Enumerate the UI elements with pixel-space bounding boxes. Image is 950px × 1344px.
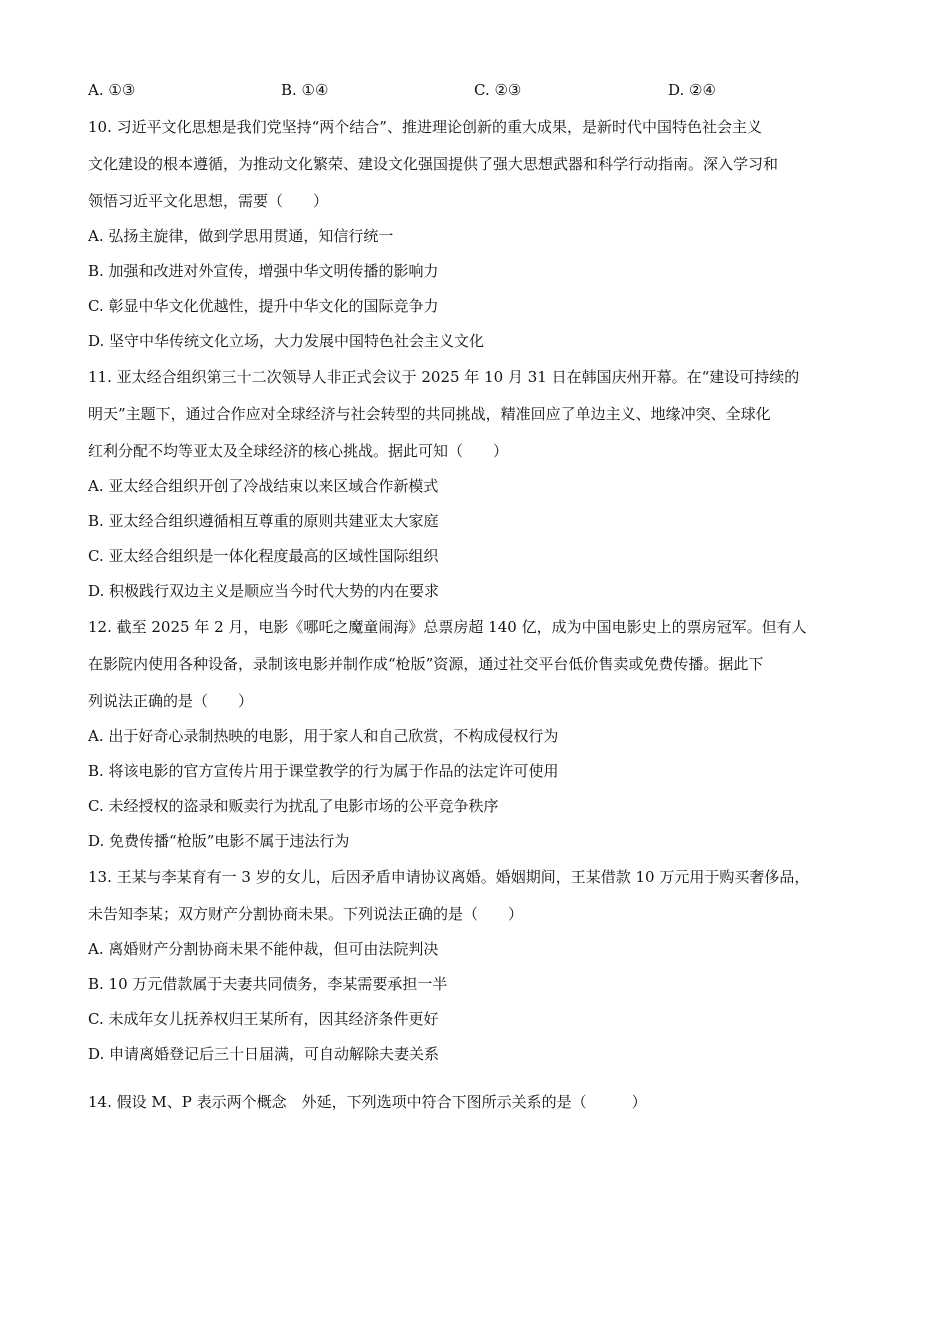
q13-option-b: B. 10 万元借款属于夫妻共同债务，李某需要承担一半 bbox=[88, 975, 448, 993]
q9-option-d: D. ②④ bbox=[668, 81, 716, 99]
q11-option-c: C. 亚太经合组织是一体化程度最高的区域性国际组织 bbox=[88, 547, 439, 565]
q11-stem-line-3: 红利分配不均等亚太及全球经济的核心挑战。据此可知（ ） bbox=[88, 442, 509, 460]
q13-option-a: A. 离婚财产分割协商未果不能仲裁，但可由法院判决 bbox=[88, 940, 439, 958]
q10-stem-line-3: 领悟习近平文化思想，需要（ ） bbox=[88, 192, 329, 210]
q13-stem-line-1: 13. 王某与李某育有一 3 岁的女儿，后因矛盾申请协议离婚。婚姻期间，王某借款 10 万元用于购买奢侈品， bbox=[88, 868, 810, 886]
q10-stem-line-2: 文化建设的根本遵循，为推动文化繁荣、建设文化强国提供了强大思想武器和科学行动指南。深入学习和 bbox=[88, 155, 779, 173]
q9-option-b: B. ①④ bbox=[281, 81, 329, 99]
q12-option-d: D. 免费传播“枪版”电影不属于违法行为 bbox=[88, 832, 350, 850]
q12-option-b: B. 将该电影的官方宣传片用于课堂教学的行为属于作品的法定许可使用 bbox=[88, 762, 559, 780]
q11-option-b: B. 亚太经合组织遵循相互尊重的原则共建亚太大家庭 bbox=[88, 512, 439, 530]
q12-stem-line-2: 在影院内使用各种设备，录制该电影并制作成“枪版”资源，通过社交平台低价售卖或免费传播。据此下 bbox=[88, 655, 764, 673]
q12-option-c: C. 未经授权的盗录和贩卖行为扰乱了电影市场的公平竞争秩序 bbox=[88, 797, 499, 815]
q9-option-a: A. ①③ bbox=[88, 81, 136, 99]
q13-option-c: C. 未成年女儿抚养权归王某所有，因其经济条件更好 bbox=[88, 1010, 439, 1028]
q12-stem-line-3: 列说法正确的是（ ） bbox=[88, 692, 254, 710]
q10-stem-line-1: 10. 习近平文化思想是我们党坚持“两个结合”、推进理论创新的重大成果，是新时代中国特色社会主义 bbox=[88, 118, 762, 136]
q13-option-d: D. 申请离婚登记后三十日届满，可自动解除夫妻关系 bbox=[88, 1045, 440, 1063]
q10-option-c: C. 彰显中华文化优越性，提升中华文化的国际竞争力 bbox=[88, 297, 439, 315]
q13-stem-line-2: 未告知李某；双方财产分割协商未果。下列说法正确的是（ ） bbox=[88, 905, 524, 923]
q10-option-b: B. 加强和改进对外宣传，增强中华文明传播的影响力 bbox=[88, 262, 439, 280]
q9-options-row bbox=[88, 80, 888, 102]
q9-option-c: C. ②③ bbox=[474, 81, 522, 99]
q12-stem-line-1: 12. 截至 2025 年 2 月，电影《哪吒之魔童闹海》总票房超 140 亿，成为中国电影史上的票房冠军。但有人 bbox=[88, 618, 807, 636]
q11-option-a: A. 亚太经合组织开创了冷战结束以来区域合作新模式 bbox=[88, 477, 439, 495]
q11-stem-line-2: 明天”主题下，通过合作应对全球经济与社会转型的共同挑战，精准回应了单边主义、地缘冲突、全球化 bbox=[88, 405, 771, 423]
q11-stem-line-1: 11. 亚太经合组织第三十二次领导人非正式会议于 2025 年 10 月 31 日在韩国庆州开幕。在“建设可持续的 bbox=[88, 368, 800, 386]
q12-option-a: A. 出于好奇心录制热映的电影，用于家人和自己欣赏，不构成侵权行为 bbox=[88, 727, 559, 745]
q11-option-d: D. 积极践行双边主义是顺应当今时代大势的内在要求 bbox=[88, 582, 440, 600]
q10-option-d: D. 坚守中华传统文化立场，大力发展中国特色社会主义文化 bbox=[88, 332, 485, 350]
q10-option-a: A. 弘扬主旋律，做到学思用贯通，知信行统一 bbox=[88, 227, 394, 245]
q14-stem: 14. 假设 M、P 表示两个概念 外延，下列选项中符合下图所示关系的是（ ） bbox=[88, 1093, 647, 1111]
